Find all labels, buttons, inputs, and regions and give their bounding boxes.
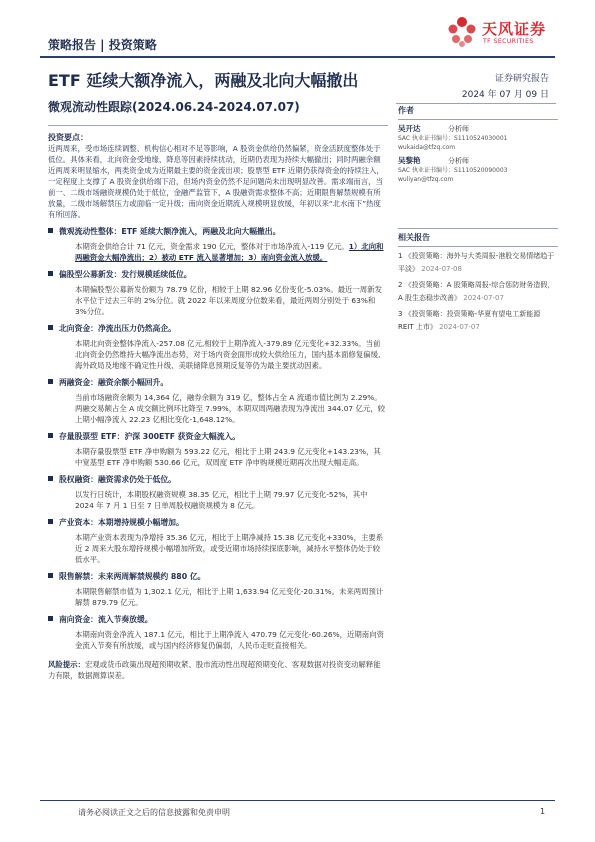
bullet-square-icon xyxy=(48,379,53,384)
related-report-item[interactable] xyxy=(398,250,558,276)
key-point-heading-row xyxy=(48,431,386,442)
author-cert: SAC 执业证书编号：S1110524030001 xyxy=(398,135,508,142)
key-point xyxy=(48,377,386,425)
key-point-body xyxy=(48,489,386,511)
key-point-text: 当前市场融资余额为 14,364 亿，融券余额为 319 亿，整体占全 A 流通市值比例为 2.29%。两融交易额占全 A 成交额比例环比降至 7.99%，本期双周两融表现为净流出 344.07 亿元，较上期小幅净流入 22.23 亿相比变化-1,648.12%。 xyxy=(75,393,386,424)
key-point-heading-row xyxy=(48,571,386,582)
related-divider-top xyxy=(398,228,558,229)
sidebar xyxy=(398,106,558,334)
key-point-heading: 偏股型公募新发：发行规模延续低位。 xyxy=(59,270,192,279)
tf-logo-icon xyxy=(446,14,478,48)
author-email[interactable]: wuliyan@tfzq.com xyxy=(398,176,454,183)
related-report-date: 2024-07-07 xyxy=(439,323,480,331)
author-role: 分析师 xyxy=(448,157,469,165)
logo-subname: TF SECURITIES xyxy=(483,38,534,45)
key-point xyxy=(48,614,386,651)
page-number: 1 xyxy=(540,807,546,816)
bullet-square-icon xyxy=(48,228,53,233)
footer-disclaimer: 请务必阅读正文之后的信息披露和免责申明 xyxy=(78,808,230,817)
key-point-heading: 北向资金：净流出压力仍然高企。 xyxy=(59,324,176,333)
related-report-title[interactable]: 2 《投资策略：A 股策略周报-综合惩防财务造假，A 股生态稳步改善》 xyxy=(398,281,555,302)
key-point xyxy=(48,474,386,511)
related-report-date: 2024-07-07 xyxy=(463,294,504,302)
key-point-heading: 限售解禁：未来两周解禁规模约 880 亿。 xyxy=(59,572,206,581)
key-point-text: 本期限售解禁市值为 1,302.1 亿元，相比于上期 1,633.94 亿元变化-20.31%。未来两周预计解禁 879.79 亿元。 xyxy=(75,587,384,607)
logo-name: 天风证券 xyxy=(482,20,547,38)
author-block xyxy=(398,124,558,152)
bullet-square-icon xyxy=(48,271,53,276)
report-date: 2024 年 07 月 09 日 xyxy=(461,90,549,100)
key-point-text: 本期存量股票型 ETF 净申购额为 593.22 亿元，相比于上期 243.9 亿元变化+143.23%，其中宽基型 ETF 净申购额 530.66 亿元，双周度 ETF 净申购规模近期再次出现大幅走高。 xyxy=(75,447,381,467)
author-name: 吴开达 xyxy=(398,124,421,133)
key-point-heading-row xyxy=(48,614,386,625)
key-point-heading-row xyxy=(48,517,386,528)
author-cert: SAC 执业证书编号：S1110520090003 xyxy=(398,167,508,174)
risk-label: 风险提示： xyxy=(48,660,85,669)
key-point-heading: 南向资金：流入节奏放缓。 xyxy=(59,615,153,624)
key-point-heading-row xyxy=(48,323,386,334)
summary-heading: 投资要点： xyxy=(48,133,88,142)
key-point-heading: 股权融资：融资需求仍处于低位。 xyxy=(59,475,176,484)
report-subtitle: 微观流动性跟踪(2024.06.24-2024.07.07) xyxy=(48,100,300,114)
author-email[interactable]: wukaida@tfzq.com xyxy=(398,144,456,151)
report-type: 证券研究报告 xyxy=(494,74,549,84)
key-point-body xyxy=(48,586,386,608)
main-content xyxy=(48,132,386,681)
key-point xyxy=(48,571,386,608)
risk-text: 宏观或货币政策出现超预期收紧、股市流动性出现超预期变化、客观数据对投资变动解释能力有限，数据测算误差。 xyxy=(48,660,381,680)
bullet-square-icon xyxy=(48,519,53,524)
key-point-body xyxy=(48,338,386,371)
key-point xyxy=(48,269,386,317)
key-point-heading: 存量股票型 ETF：沪深 300ETF 获资金大幅流入。 xyxy=(59,432,241,441)
key-point xyxy=(48,431,386,468)
related-report-title[interactable]: 3 《投资策略：投资策略-华夏有望电工新能源 REIT 上市》 xyxy=(398,310,541,331)
bullet-square-icon xyxy=(48,325,53,330)
key-point-heading: 两融资金：融资余额小幅回升。 xyxy=(59,378,169,387)
key-point-text: 本期资金供给合计 71 亿元，资金需求 190 亿元，整体对于市场净流入-119 亿元。 xyxy=(75,242,349,251)
key-point-text: 以发行日统计，本期股权融资规模 38.35 亿元，相比于上期 79.97 亿元变化-52%，其中 2024 年 7 月 1 日至 7 日单周股权融资规模为 8 亿元。 xyxy=(75,490,368,510)
key-point-heading: 微观流动性整体：ETF 延续大额净流入，两融及北向大幅撤出。 xyxy=(59,227,281,236)
key-point-heading-row xyxy=(48,226,386,237)
header-divider xyxy=(40,56,555,58)
related-heading: 相关报告 xyxy=(398,233,430,242)
key-point-text: 本期偏股型公募新发份额为 78.79 亿份，相较于上期 82.96 亿份变化-5.03%。最近一周新发水平位于过去三年的 2%分位。就 2022 年以来周度分位数来看，最近两周分别处于 63%和 3%分位。 xyxy=(75,285,382,316)
side-divider xyxy=(396,103,556,104)
authors-heading: 作者 xyxy=(398,106,414,115)
related-report-date: 2024-07-08 xyxy=(421,265,462,273)
bullet-square-icon xyxy=(48,476,53,481)
footer-divider xyxy=(40,800,555,801)
key-point-heading-row xyxy=(48,474,386,485)
key-point xyxy=(48,323,386,371)
key-point xyxy=(48,226,386,263)
key-point-body xyxy=(48,629,386,651)
key-point-body xyxy=(48,392,386,425)
key-point-text: 本期南向资金净流入 187.1 亿元，相比于上期净流入 470.79 亿元变化-60.26%，近期南向资金流入节奏有所放缓，或与国内经济修复仍偏弱，人民币走贬直接相关。 xyxy=(75,630,384,650)
report-category: 策略报告 | 投资策略 xyxy=(48,38,157,52)
author-block xyxy=(398,156,558,184)
risk-note xyxy=(48,659,386,681)
subtitle-divider xyxy=(48,125,388,126)
key-point-body xyxy=(48,284,386,317)
author-name: 吴黎艳 xyxy=(398,156,421,165)
report-title: ETF 延续大额净流入，两融及北向大幅撤出 xyxy=(48,71,359,90)
related-divider xyxy=(398,246,558,247)
summary-text: 近两周来，受市场连续调整、机构信心相对不足等影响，A 股资金供给仍然偏紧，资金活跃度整体处于低位。具体来看，北向资金受地缘、降息等因素持续扰动，近期仍表现为持续大幅撤出；同时两融余额近两周来明显缩水，两类资金成为近期最主要的资金流出项；股票型 ETF 近期仍获得资金的持续注入，一定程度上支撑了 A 股资金供给端下沿，但场内资金仍然不足问题尚未出现明显改善。需求端而言，当前一、二级市场融资规模仍处于低位，金融严监管下，A 股融资需求整体不高；近期限售解禁规模有所放量，二级市场解禁压力或面临一定升级；南向资金近期流入规模明显放缓，年初以来“北水南下”热度有所回落。 xyxy=(48,144,384,219)
key-point-heading: 产业资本：本期增持规模小幅增加。 xyxy=(59,518,184,527)
related-report-title[interactable]: 1 《投资策略：海外与大类周报-港股交易情绪趋于平淡》 xyxy=(398,252,555,273)
key-points xyxy=(48,226,386,651)
key-point xyxy=(48,517,386,565)
bullet-square-icon xyxy=(48,573,53,578)
related-report-item[interactable] xyxy=(398,279,558,305)
key-point-heading-row xyxy=(48,269,386,280)
author-role: 分析师 xyxy=(448,125,469,133)
key-point-heading-row xyxy=(48,377,386,388)
bullet-square-icon xyxy=(48,616,53,621)
related-report-item[interactable] xyxy=(398,308,558,334)
authors-divider xyxy=(398,119,558,120)
key-point-body xyxy=(48,532,386,565)
bullet-square-icon xyxy=(48,433,53,438)
key-point-text: 本期产业资本表现为净增持 35.36 亿元，相比于上期净减持 15.38 亿元变化+330%，主要系近 2 周来大股东增持规模小幅增加所致，或受近期市场持续探底影响，减持水平整体仍处于较低水平。 xyxy=(75,533,384,564)
key-point-body xyxy=(48,241,386,263)
key-point-text: 本期北向资金整体净流入-257.08 亿元,相较于上期净流入-379.89 亿元变化+32.33%。当前北向资金仍然维持大幅净流出态势，对于场内资金面形成较大供给压力，国内基本面修复偏缓、海外政局及地缘不确定性升级、美联储降息预期反复等仍为最主要扰动因素。 xyxy=(75,339,386,370)
key-point-body xyxy=(48,446,386,468)
key-point-emphasis: 1）北向和两融资金大幅净流出；2）被动 ETF 流入显著增加；3）南向资金流入放缓。 xyxy=(75,242,384,262)
